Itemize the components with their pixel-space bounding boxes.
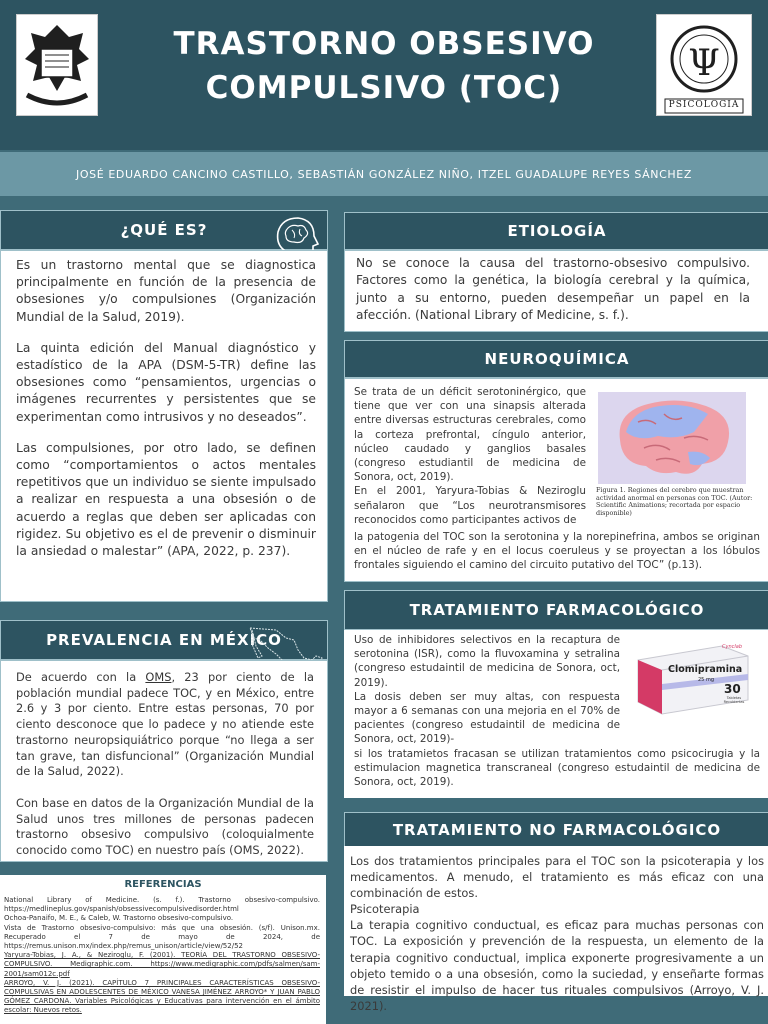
package-brand: Clomipramina — [668, 664, 743, 675]
neuroquimica-paragraph: En el 2001, Yaryura-Tobias & Neziroglu señalaron que “Los neurotransmisores reconocidos como participantes activos de — [354, 485, 586, 526]
reference-item: National Library of Medicine. (s. f.). Trastorno obsesivo-compulsivo. https://medlineplus.gov/spanish/obsessivecompulsivedisorder.html — [4, 896, 320, 914]
prevalencia-text-segment: , 23 por ciento de la población mundial padece TOC, y en México, entre 2.6 y 3 por ciento. Entre estas personas, 70 por ciento desconoce que lo padece y no atiende este trastorno neuropsiquiátrico porque “no llega a ser tan grave, tan disfuncional” (Organización Mundial de la Salud, 2022). — [16, 670, 314, 779]
referencias-heading: REFERENCIAS — [124, 879, 202, 890]
authors: JOSÉ EDUARDO CANCINO CASTILLO, SEBASTIÁN GONZÁLEZ NIÑO, ITZEL GUADALUPE REYES SÁNCHEZ — [76, 168, 692, 181]
farmacologico-text-wide: si los tratamietos fracasan se utilizan tratamientos como psicocirugia y la estimulacion magnetica transcraneal (congreso estudaintil de medicina de Sonora, oct, 2019). — [354, 748, 760, 789]
no-farmacologico-paragraph: La terapia cognitivo conductual, es eficaz para muchas personas con TOC. La exposición y prevención de la respuesta, un elemento de la terapia cognitivo conductual, implica exponerte progresivamente a un objeto temido o a una obsesión, como la suciedad, y enseñarte formas de resistir el impulso de hacer tus rituales compulsivos (Arroyo, V. J. 2021). — [350, 918, 764, 1013]
psychology-logo-text: PSICOLOGIA — [668, 100, 740, 110]
brain-image — [598, 392, 746, 484]
farmacologico-heading-text: TRATAMIENTO FARMACOLÓGICO — [409, 601, 705, 619]
etiologia-heading-text: ETIOLOGÍA — [507, 222, 607, 240]
reference-item: Vista de Trastorno obsesivo-compulsivo: más que una obsesión. (s/f). Unison.mx. Recuperado el 7 de mayo de 2024, de https://remus.unison.mx/index.php/remus_unison/article/view/52/52 — [4, 923, 320, 951]
referencias-list — [4, 896, 320, 1016]
prevalencia-heading-text: PREVALENCIA EN MÉXICO — [46, 631, 282, 649]
poster-title — [120, 22, 648, 110]
neuroquimica-text-narrow — [354, 385, 586, 527]
package-dose: 25 mg — [698, 677, 714, 683]
no-farmacologico-paragraph: Los dos tratamientos principales para el TOC son la psicoterapia y los medicamentos. A menudo, el tratamiento es más eficaz con una combinación de estos. — [350, 854, 764, 901]
no-farmacologico-text — [350, 853, 764, 1014]
farmacologico-paragraph: Uso de inhibidores selectivos en la recaptura de serotonina (ISR), como la fluvoxamina y setralina (congreso estudaintil de medicina de Sonora, oct, 2019). — [354, 634, 620, 689]
title-line-1: TRASTORNO OBSESIVO — [173, 26, 595, 62]
neuroquimica-text-wide: la patogenia del TOC son la serotonina y la norepinefrina, ambos se originan en el núcleo de rafe y en el locus coeruleus y se proyectan a los lóbulos frontales siguiendo el camino del circuito putativo del TOC” (p.13). — [354, 531, 760, 572]
que-es-paragraph: Las compulsiones, por otro lado, se definen como “comportamientos o actos mentales repetitivos que un individuo se siente impulsado a realizar en respuesta a una obsesión o de acuerdo a reglas que deben ser aplicadas con rigidez. Su objetivo es el de prevenir o disminuir la ansiedad o malestar” (APA, 2022, p. 237). — [16, 440, 316, 559]
psychology-logo-right — [656, 14, 752, 116]
prevalencia-paragraph: Con base en datos de la Organización Mundial de la Salud unos tres millones de personas padecen trastorno obsesivo compulsivo (coloquialmente conocido como TOC) en nuestro país (OMS, 2022). — [16, 795, 314, 858]
no-farmacologico-heading-text: TRATAMIENTO NO FARMACOLÓGICO — [392, 821, 722, 839]
prevalencia-text-segment: De acuerdo con la — [16, 670, 146, 684]
package-subtitle: Tabletas Recubiertas — [723, 696, 745, 704]
farmacologico-text-narrow — [354, 633, 620, 747]
farmacologico-heading — [344, 590, 768, 630]
oms-link[interactable]: OMS — [145, 670, 172, 684]
neuroquimica-paragraph: Se trata de un déficit serotoninérgico, que tiene que ver con una sinapsis alterada entre diversas estructuras cerebrales, como la corteza prefrontal, cíngulo anterior, núcleo caudado y ganglios basales (congreso estudiantil de medicina de Sonora, oct, 2019). — [354, 386, 586, 484]
que-es-paragraph: Es un trastorno mental que se diagnostica principalmente en función de la presencia de obsesiones y/o compulsiones (Organización Mundial de la Salud, 2019). — [16, 258, 316, 324]
prevalencia-text — [16, 670, 314, 873]
reference-item: ARROYO, V. J. (2021). CAPÍTULO 7 PRINCIPALES CARACTERÍSTICAS OBSESIVO-COMPULSIVAS EN ADOLESCENTES DE MÉXICO VANESA JIMÉNEZ ARROYO* Y JUAN PABLO GÓMEZ CARDONA. Variables Psicológicas y Educativas para intervención en el ámbito escolar: Nuevos retos. — [4, 978, 320, 1015]
que-es-text — [16, 257, 316, 574]
que-es-heading-text: ¿QUÉ ES? — [120, 221, 208, 239]
svg-text:Ψ: Ψ — [688, 43, 720, 84]
title-line-2: COMPULSIVO (TOC) — [205, 70, 563, 106]
que-es-paragraph: La quinta edición del Manual diagnóstico y estadístico de la APA (DSM-5-TR) define las obsesiones como “pensamientos, urgencias o imágenes recurrentes y persistentes que se experimentan como intrusivos y no deseados”. — [16, 340, 316, 424]
university-logo-left — [16, 14, 98, 116]
etiologia-text: No se conoce la causa del trastorno-obsesivo compulsivo. Factores como la genética, la biología cerebral y la química, junto a su entorno, pueden desempeñar un papel en la afección. (National Library of Medicine, s. f.). — [356, 256, 750, 323]
farmacologico-paragraph: La dosis deben ser muy altas, con respuesta mayor a 6 semanas con una mejoria en el 70% de pacientes (congreso estudaintil de medicina de Sonora, oct, 2019)- — [354, 690, 620, 746]
reference-item: Ochoa-Panaifo, M. E., & Caleb, W. Trastorno obsesivo-compulsivo. — [4, 914, 234, 923]
no-farmacologico-heading — [344, 812, 768, 848]
brain-caption: Figura 1. Regiones del cerebro que muestran actividad anormal en personas con TOC. (Autor: Scientific Animations; recortada por espacio disponible) — [596, 486, 753, 517]
no-farmacologico-paragraph: Psicoterapia — [350, 902, 420, 917]
reference-item: Yaryura-Tobias, J. A., & Neziroglu, F. (2001). TEORÍA DEL TRASTORNO OBSESIVO-COMPULSIVO. Medigraphic.com. https://www.medigraphic.com/pdfs/salmen/sam-2001/sam012c.pdf — [4, 951, 320, 978]
clomipramina-package-image — [632, 640, 754, 716]
etiologia-heading — [344, 212, 768, 250]
package-maker: Cynclab — [722, 644, 742, 650]
prevalencia-paragraph — [16, 670, 314, 780]
package-count: 30 — [724, 682, 741, 696]
neuroquimica-heading — [344, 340, 768, 378]
neuroquimica-heading-text: NEUROQUÍMICA — [484, 350, 630, 368]
